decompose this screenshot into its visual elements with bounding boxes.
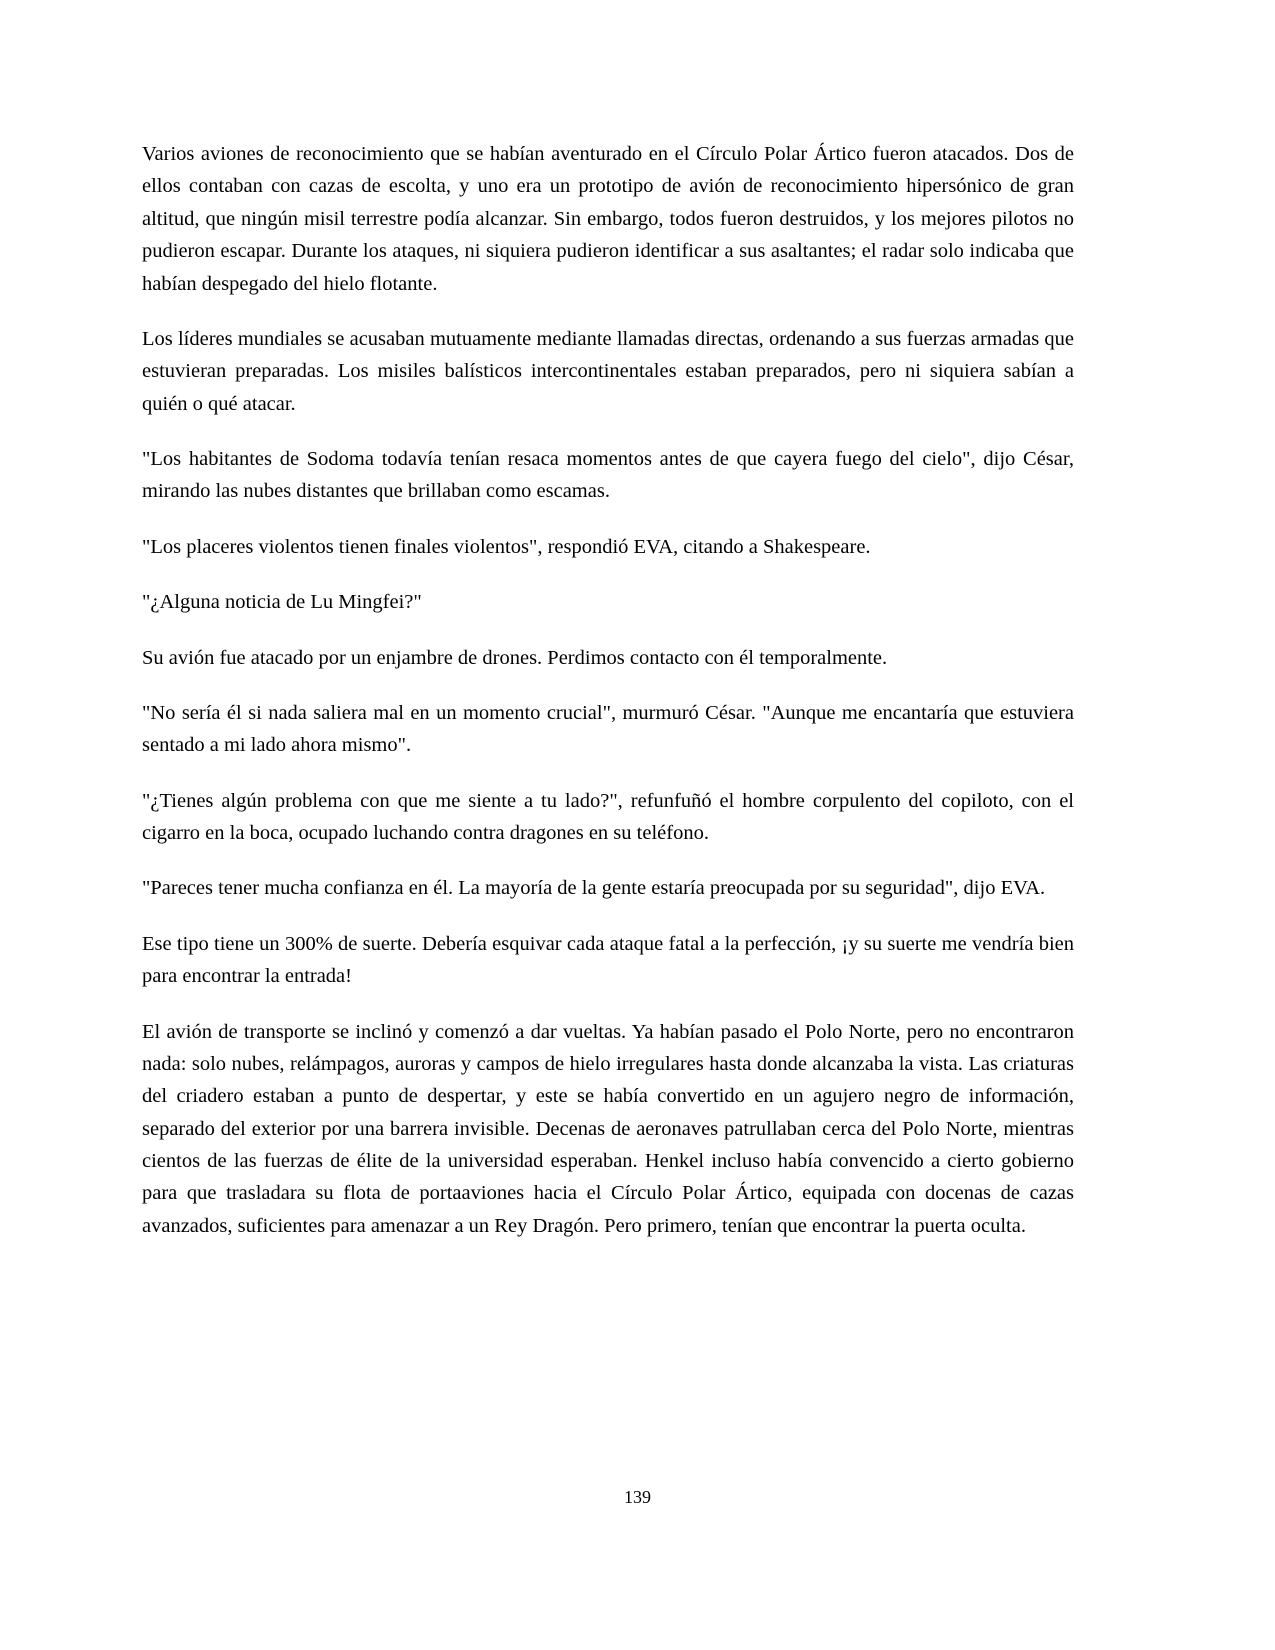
paragraph: El avión de transporte se inclinó y comenzó a dar vueltas. Ya habían pasado el Polo Norte, pero no encontraron nada: solo nubes, relámpagos, auroras y campos de hielo irregulares hasta donde alcanzaba la vista. Las criaturas del criadero estaban a punto de despertar, y este se había convertido en un agujero negro de información, separado del exterior por una barrera invisible. Decenas de aeronaves patrullaban cerca del Polo Norte, mientras cientos de las fuerzas de élite de la universidad esperaban. Henkel incluso había convencido a cierto gobierno para que trasladara su flota de portaaviones hacia el Círculo Polar Ártico, equipada con docenas de cazas avanzados, suficientes para amenazar a un Rey Dragón. Pero primero, tenían que encontrar la puerta oculta. (142, 1020, 1074, 1237)
page-body (142, 138, 1074, 1242)
paragraph: Varios aviones de reconocimiento que se habían aventurado en el Círculo Polar Ártico fueron atacados. Dos de ellos contaban con cazas de escolta, y uno era un prototipo de avión de reconocimiento hipersónico de gran altitud, que ningún misil terrestre podía alcanzar. Sin embargo, todos fueron destruidos, y los mejores pilotos no pudieron escapar. Durante los ataques, ni siquiera pudieron identificar a sus asaltantes; el radar solo indicaba que habían despegado del hielo flotante. (142, 143, 1074, 295)
paragraph: "¿Alguna noticia de Lu Mingfei?" (142, 591, 422, 614)
paragraph: Su avión fue atacado por un enjambre de drones. Perdimos contacto con él temporalmente. (142, 646, 888, 669)
paragraph: "Los habitantes de Sodoma todavía tenían resaca momentos antes de que cayera fuego del cielo", dijo César, mirando las nubes distantes que brillaban como escamas. (142, 448, 1074, 503)
page-number: 139 (624, 1487, 651, 1507)
paragraph: "Los placeres violentos tienen finales violentos", respondió EVA, citando a Shakespeare. (142, 535, 871, 558)
paragraph: "Pareces tener mucha confianza en él. La mayoría de la gente estaría preocupada por su seguridad", dijo EVA. (142, 877, 1046, 900)
paragraph: Los líderes mundiales se acusaban mutuamente mediante llamadas directas, ordenando a sus fuerzas armadas que estuvieran preparadas. Los misiles balísticos intercontinentales estaban preparados, pero ni siquiera sabían a quién o qué atacar. (142, 327, 1074, 415)
paragraph: "No sería él si nada saliera mal en un momento crucial", murmuró César. "Aunque me encantaría que estuviera sentado a mi lado ahora mismo". (142, 701, 1074, 757)
paragraph: "¿Tienes algún problema con que me siente a tu lado?", refunfuñó el hombre corpulento del copiloto, con el cigarro en la boca, ocupado luchando contra dragones en su teléfono. (142, 789, 1074, 844)
paragraph: Ese tipo tiene un 300% de suerte. Debería esquivar cada ataque fatal a la perfección, ¡y su suerte me vendría bien para encontrar la entrada! (142, 932, 1074, 988)
